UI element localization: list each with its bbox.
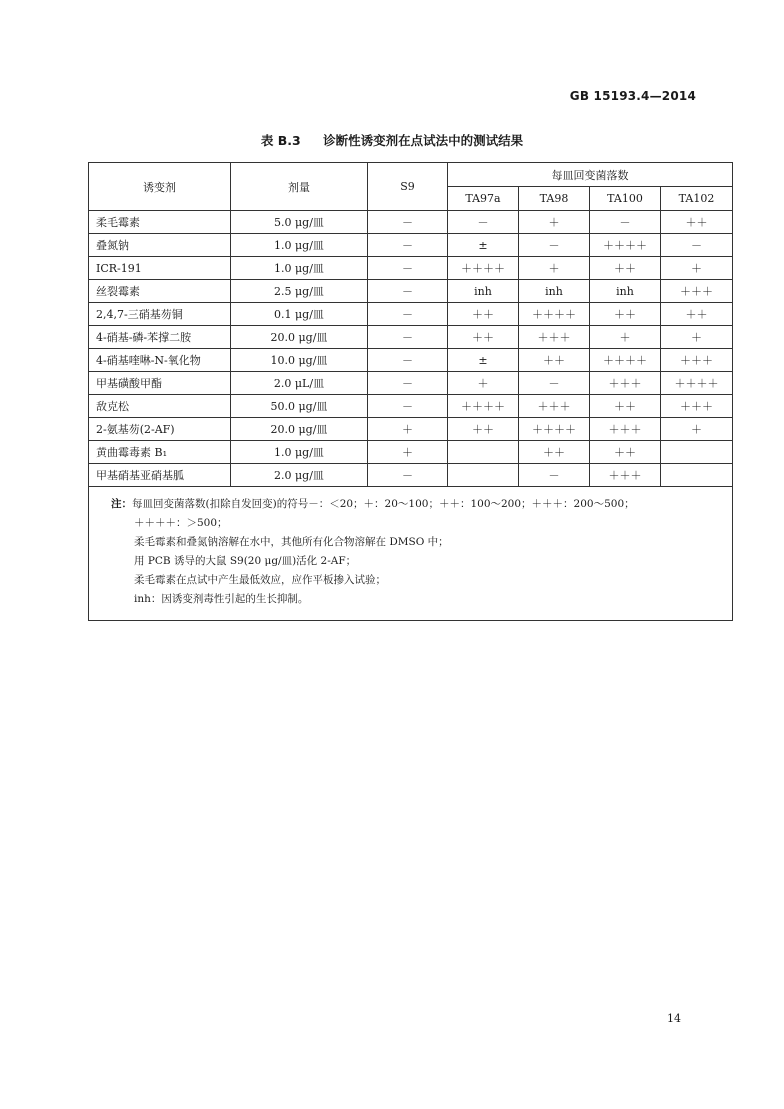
cell-ta100: ＋＋＋＋ <box>590 234 661 257</box>
results-table <box>88 162 733 621</box>
cell-s9: － <box>368 326 448 349</box>
page-number: 14 <box>667 1012 681 1025</box>
col-header-group: 每皿回变菌落数 <box>448 163 733 187</box>
cell-dose: 1.0 μg/皿 <box>231 257 368 280</box>
cell-ta98: － <box>519 464 590 487</box>
cell-agent: 柔毛霉素 <box>89 211 231 234</box>
cell-ta102: ＋ <box>661 418 733 441</box>
note-line-4: 用 PCB 诱导的大鼠 S9(20 μg/皿)活化 2-AF； <box>134 555 357 567</box>
cell-agent: ICR-191 <box>89 257 231 280</box>
cell-ta102: ＋＋＋ <box>661 349 733 372</box>
col-header-agent: 诱变剂 <box>89 163 231 211</box>
table-body <box>89 211 733 621</box>
cell-s9: － <box>368 280 448 303</box>
cell-ta102: － <box>661 234 733 257</box>
table-row <box>89 464 733 487</box>
cell-ta98: ＋ <box>519 257 590 280</box>
cell-ta98: inh <box>519 280 590 303</box>
notes-cell <box>89 487 733 621</box>
col-header-ta100: TA100 <box>590 187 661 211</box>
cell-ta98: ＋＋＋ <box>519 395 590 418</box>
cell-ta102 <box>661 464 733 487</box>
table-row <box>89 418 733 441</box>
note-line-6: inh：因诱变剂毒性引起的生长抑制。 <box>134 593 309 605</box>
cell-ta98: － <box>519 234 590 257</box>
cell-agent: 叠氮钠 <box>89 234 231 257</box>
cell-s9: － <box>368 464 448 487</box>
cell-agent: 甲基硝基亚硝基胍 <box>89 464 231 487</box>
cell-ta102: ＋＋ <box>661 211 733 234</box>
cell-ta98: ＋＋ <box>519 441 590 464</box>
cell-ta98: ＋＋ <box>519 349 590 372</box>
cell-ta102: ＋ <box>661 326 733 349</box>
cell-ta102: ＋＋＋＋ <box>661 372 733 395</box>
cell-agent: 4-硝基-磷-苯撑二胺 <box>89 326 231 349</box>
cell-ta97a <box>448 441 519 464</box>
cell-ta97a: ± <box>448 234 519 257</box>
table-row <box>89 395 733 418</box>
cell-ta97a: inh <box>448 280 519 303</box>
cell-s9: － <box>368 257 448 280</box>
cell-ta97a: ＋＋ <box>448 418 519 441</box>
cell-s9: ＋ <box>368 418 448 441</box>
col-header-dose: 剂量 <box>231 163 368 211</box>
table-row <box>89 303 733 326</box>
cell-ta100: ＋＋ <box>590 441 661 464</box>
cell-ta97a: － <box>448 211 519 234</box>
notes-row <box>89 487 733 621</box>
cell-s9: － <box>368 234 448 257</box>
table-number: 表 B.3 <box>260 133 301 148</box>
cell-dose: 20.0 μg/皿 <box>231 418 368 441</box>
note-line-2: ＋＋＋＋：＞500； <box>134 517 228 529</box>
cell-dose: 2.5 μg/皿 <box>231 280 368 303</box>
cell-dose: 0.1 μg/皿 <box>231 303 368 326</box>
col-header-ta97a: TA97a <box>448 187 519 211</box>
cell-ta102: ＋＋ <box>661 303 733 326</box>
table-row <box>89 441 733 464</box>
cell-ta97a: ＋＋＋＋ <box>448 257 519 280</box>
cell-agent: 2-氨基芴(2-AF) <box>89 418 231 441</box>
cell-ta102: ＋ <box>661 257 733 280</box>
table-row <box>89 211 733 234</box>
col-header-s9: S9 <box>368 163 448 211</box>
cell-agent: 敌克松 <box>89 395 231 418</box>
cell-ta97a: ＋＋ <box>448 326 519 349</box>
table-row <box>89 280 733 303</box>
col-header-ta98: TA98 <box>519 187 590 211</box>
cell-s9: － <box>368 395 448 418</box>
note-line-3: 柔毛霉素和叠氮钠溶解在水中，其他所有化合物溶解在 DMSO 中； <box>134 536 449 548</box>
cell-dose: 20.0 μg/皿 <box>231 326 368 349</box>
cell-s9: － <box>368 349 448 372</box>
cell-ta97a: ＋＋＋＋ <box>448 395 519 418</box>
cell-ta97a: ± <box>448 349 519 372</box>
cell-agent: 4-硝基喹啉-N-氧化物 <box>89 349 231 372</box>
cell-s9: － <box>368 303 448 326</box>
cell-ta102: ＋＋＋ <box>661 280 733 303</box>
cell-dose: 1.0 μg/皿 <box>231 441 368 464</box>
cell-ta97a: ＋ <box>448 372 519 395</box>
standard-number: GB 15193.4—2014 <box>569 89 696 103</box>
note-line-1 <box>111 495 722 514</box>
cell-ta100: － <box>590 211 661 234</box>
cell-ta100: ＋＋＋ <box>590 372 661 395</box>
cell-ta100: ＋＋＋ <box>590 464 661 487</box>
col-header-ta102: TA102 <box>661 187 733 211</box>
cell-dose: 50.0 μg/皿 <box>231 395 368 418</box>
cell-ta98: － <box>519 372 590 395</box>
cell-dose: 10.0 μg/皿 <box>231 349 368 372</box>
cell-ta98: ＋＋＋＋ <box>519 418 590 441</box>
cell-ta100: ＋ <box>590 326 661 349</box>
table-title <box>0 131 784 149</box>
cell-dose: 1.0 μg/皿 <box>231 234 368 257</box>
cell-agent: 2,4,7-三硝基芴铜 <box>89 303 231 326</box>
cell-ta102: ＋＋＋ <box>661 395 733 418</box>
cell-ta98: ＋＋＋ <box>519 326 590 349</box>
cell-s9: ＋ <box>368 441 448 464</box>
cell-ta98: ＋ <box>519 211 590 234</box>
cell-s9: － <box>368 211 448 234</box>
cell-ta100: inh <box>590 280 661 303</box>
cell-ta97a: ＋＋ <box>448 303 519 326</box>
cell-ta100: ＋＋＋＋ <box>590 349 661 372</box>
table-row <box>89 372 733 395</box>
cell-ta97a <box>448 464 519 487</box>
table-row <box>89 234 733 257</box>
cell-ta100: ＋＋ <box>590 395 661 418</box>
cell-ta100: ＋＋ <box>590 303 661 326</box>
table-row <box>89 326 733 349</box>
cell-dose: 2.0 μL/皿 <box>231 372 368 395</box>
cell-agent: 丝裂霉素 <box>89 280 231 303</box>
cell-ta100: ＋＋＋ <box>590 418 661 441</box>
cell-agent: 甲基磺酸甲酯 <box>89 372 231 395</box>
note-line-5: 柔毛霉素在点试中产生最低效应，应作平板掺入试验； <box>134 574 386 586</box>
table-row <box>89 349 733 372</box>
cell-dose: 2.0 μg/皿 <box>231 464 368 487</box>
cell-ta100: ＋＋ <box>590 257 661 280</box>
cell-agent: 黄曲霉毒素 B₁ <box>89 441 231 464</box>
table-title-text: 诊断性诱变剂在点试法中的测试结果 <box>323 133 524 148</box>
cell-dose: 5.0 μg/皿 <box>231 211 368 234</box>
note-line-1-text: 每皿回变菌落数(扣除自发回变)的符号－：＜20；＋：20～100；＋＋：100～200；＋＋＋：200～500； <box>132 498 635 510</box>
note-label: 注： <box>111 498 132 510</box>
cell-s9: － <box>368 372 448 395</box>
cell-ta102 <box>661 441 733 464</box>
cell-ta98: ＋＋＋＋ <box>519 303 590 326</box>
table-row <box>89 257 733 280</box>
